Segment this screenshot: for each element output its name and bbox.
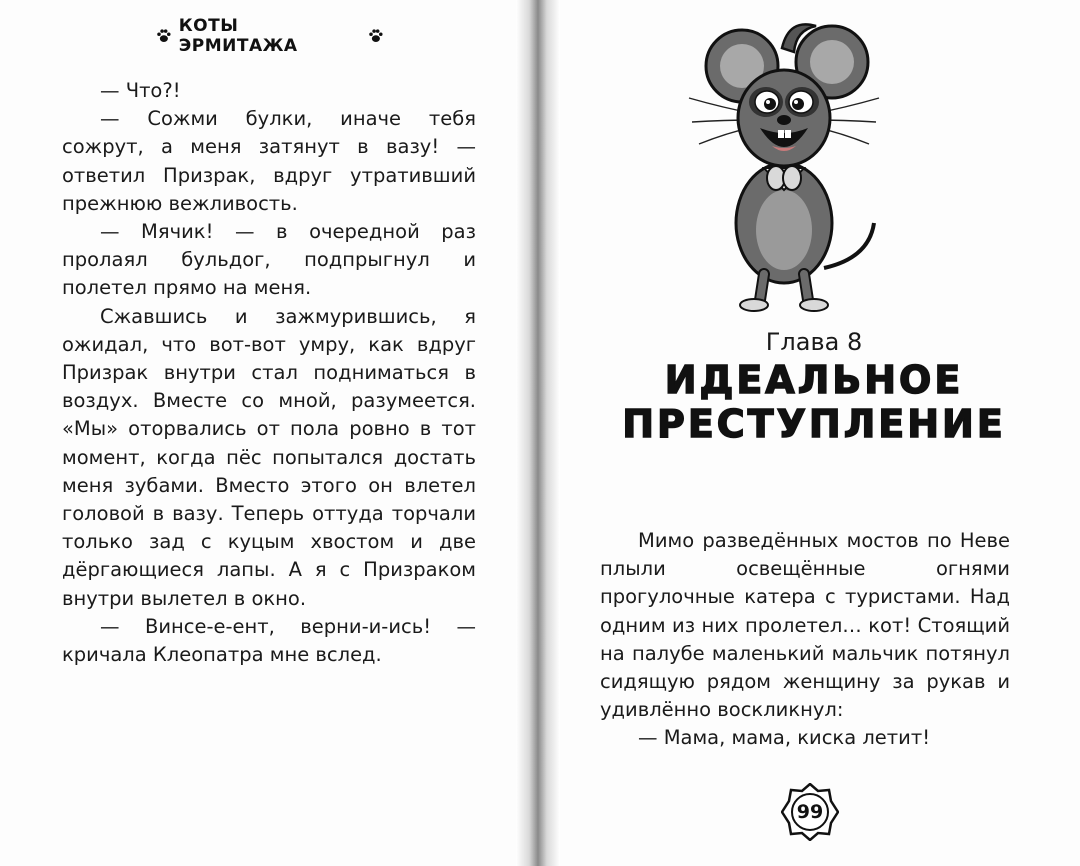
paragraph: — Мама, мама, киска летит! xyxy=(638,726,931,750)
paragraph: — Винсе-е-ент, верни-и-ись! — кричала Клеопатра мне вслед. xyxy=(62,614,476,667)
left-page-text xyxy=(62,77,476,669)
running-head xyxy=(155,16,385,56)
paragraph: — Мячик! — в очередной раз пролаял бульдог, подпрыгнул и полетел прямо на меня. xyxy=(62,220,476,300)
paw-icon xyxy=(367,27,385,45)
paragraph: Мимо разведённых мостов по Неве плыли освещённые огнями прогулочные катера с туристами. Над одним из них пролетел… кот! Стоящий на палубе маленький мальчик потянул сидящую рядом женщину за рукав и удивлённо воскликнул: xyxy=(600,529,1010,722)
paw-icon xyxy=(155,27,173,45)
mouse-illustration xyxy=(684,18,884,314)
running-head-title: КОТЫ ЭРМИТАЖА xyxy=(178,16,298,56)
chapter-title-line-2: ПРЕСТУПЛЕНИЕ xyxy=(622,402,1006,446)
paragraph: — Что?! xyxy=(100,79,181,102)
chapter-title-line-1: ИДЕАЛЬНОЕ xyxy=(664,358,964,402)
paragraph: Сжавшись и зажмурившись, я ожидал, что вот-вот умру, как вдруг Призрак внутри стал подниматься в воздух. Вместе со мной, разумеется. «Мы» оторвались от пола ровно в тот момент, когда пёс попытался достать меня зубами. Вместо этого он влетел головой в вазу. Теперь оттуда торчали только зад с куцым хвостом и две дёргающиеся лапы. А я с Призраком внутри вылетел в окно. xyxy=(62,304,476,610)
page-number: 99 xyxy=(796,801,824,823)
chapter-number: Глава 8 xyxy=(765,328,863,356)
paragraph: — Сожми булки, иначе тебя сожрут, а меня затянут в вазу! — ответил Призрак, вдруг утративший прежнюю вежливость. xyxy=(62,107,476,215)
right-page-text xyxy=(600,527,1010,753)
